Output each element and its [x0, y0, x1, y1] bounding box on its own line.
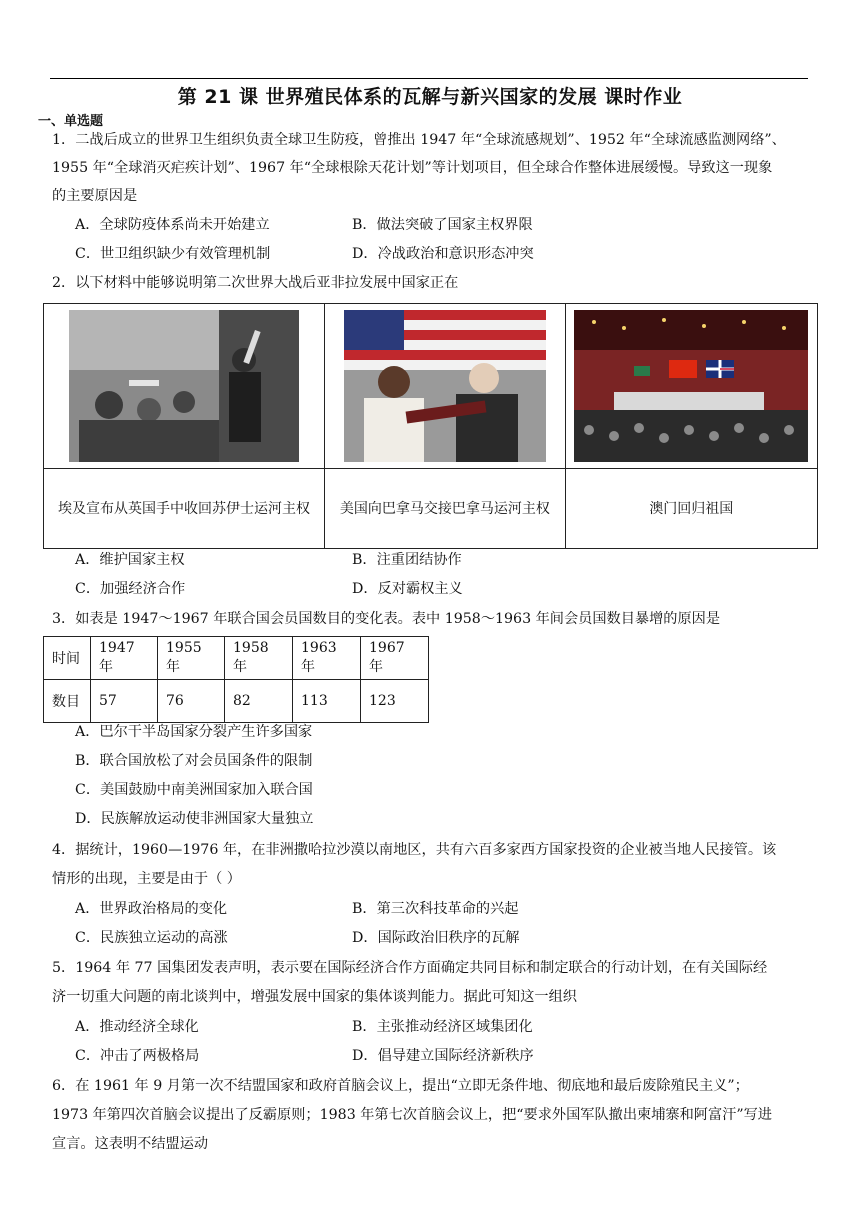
q1-option-d: D．冷战政治和意识形态冲突 — [352, 246, 534, 262]
page-title: 第 21 课 世界殖民体系的瓦解与新兴国家的发展 课时作业 — [177, 86, 683, 108]
q2-caption-1: 埃及宣布从英国手中收回苏伊士运河主权 — [44, 469, 325, 549]
q5-line-1: 5．1964 年 77 国集团发表声明，表示要在国际经济合作方面确定共同目标和制定联合的行动计划，在有关国际经 — [52, 960, 768, 976]
photo-macau-handover — [574, 310, 808, 462]
q4-option-a: A．世界政治格局的变化 — [75, 901, 228, 917]
q3-data-table — [43, 636, 429, 723]
table-cell: 76 — [158, 680, 225, 723]
q5-line-2: 济一切重大问题的南北谈判中，增强发展中国家的集体谈判能力。据此可知这一组织 — [52, 989, 577, 1005]
q3-option-b: B．联合国放松了对会员国条件的限制 — [75, 753, 313, 769]
q4-option-c: C．民族独立运动的高涨 — [75, 930, 228, 946]
q2-image-table — [43, 303, 818, 549]
photo-panama-canal — [344, 310, 546, 462]
q4-option-b: B．第三次科技革命的兴起 — [352, 901, 519, 917]
q3-stem: 3．如表是 1947～1967 年联合国会员国数目的变化表。表中 1958～1963 年间会员国数目暴增的原因是 — [52, 611, 721, 627]
table-cell: 1947 年 — [91, 637, 158, 680]
q2-image-cell-2 — [325, 304, 566, 469]
q1-line-1: 1．二战后成立的世界卫生组织负责全球卫生防疫，曾推出 1947 年“全球流感规划”、1952 年“全球流感监测网络”、 — [52, 132, 786, 148]
table-cell: 1955 年 — [158, 637, 225, 680]
q6-line-3: 宣言。这表明不结盟运动 — [52, 1136, 209, 1152]
q5-option-b: B．主张推动经济区域集团化 — [352, 1019, 533, 1035]
q1-option-b: B．做法突破了国家主权界限 — [352, 217, 533, 233]
table-cell: 数目 — [44, 680, 91, 723]
q6-line-1: 6．在 1961 年 9 月第一次不结盟国家和政府首脑会议上，提出“立即无条件地、彻底地和最后废除殖民主义”； — [52, 1078, 749, 1094]
q4-line-2: 情形的出现，主要是由于（ ） — [52, 871, 241, 887]
q5-option-d: D．倡导建立国际经济新秩序 — [352, 1048, 534, 1064]
q2-option-d: D．反对霸权主义 — [352, 581, 463, 597]
q1-line-2: 1955 年“全球消灭疟疾计划”、1967 年“全球根除天花计划”等计划项目，但全球合作整体进展缓慢。导致这一现象 — [52, 160, 773, 176]
photo-egypt-suez — [69, 310, 299, 462]
q1-option-c: C．世卫组织缺少有效管理机制 — [75, 246, 271, 262]
q1-option-a: A．全球防疫体系尚未开始建立 — [75, 217, 270, 233]
q2-option-c: C．加强经济合作 — [75, 581, 186, 597]
q3-option-c: C．美国鼓励中南美洲国家加入联合国 — [75, 782, 313, 798]
q3-option-a: A．巴尔干半岛国家分裂产生许多国家 — [75, 724, 313, 740]
q1-line-3: 的主要原因是 — [52, 188, 138, 204]
table-cell: 1963 年 — [293, 637, 361, 680]
table-cell: 57 — [91, 680, 158, 723]
table-row — [44, 680, 429, 723]
q4-line-1: 4．据统计，1960—1976 年，在非洲撒哈拉沙漠以南地区，共有六百多家西方国家投资的企业被当地人民接管。该 — [52, 842, 777, 858]
q4-option-d: D．国际政治旧秩序的瓦解 — [352, 930, 520, 946]
table-cell: 1967 年 — [361, 637, 429, 680]
table-cell: 时间 — [44, 637, 91, 680]
q2-image-cell-3 — [565, 304, 817, 469]
table-cell: 113 — [293, 680, 361, 723]
q2-stem: 2．以下材料中能够说明第二次世界大战后亚非拉发展中国家正在 — [52, 275, 459, 291]
q2-option-a: A．维护国家主权 — [75, 552, 185, 568]
q5-option-a: A．推动经济全球化 — [75, 1019, 199, 1035]
q6-line-2: 1973 年第四次首脑会议提出了反霸原则；1983 年第七次首脑会议上，把“要求外国军队撤出柬埔寨和阿富汗”写进 — [52, 1107, 772, 1123]
q2-image-cell-1 — [44, 304, 325, 469]
section-heading: 一、单选题 — [38, 114, 104, 129]
q5-option-c: C．冲击了两极格局 — [75, 1048, 200, 1064]
q2-caption-2: 美国向巴拿马交接巴拿马运河主权 — [325, 469, 566, 549]
q2-option-b: B．注重团结协作 — [352, 552, 462, 568]
table-cell: 123 — [361, 680, 429, 723]
table-cell: 82 — [225, 680, 293, 723]
table-cell: 1958 年 — [225, 637, 293, 680]
table-header-row — [44, 637, 429, 680]
q2-caption-3: 澳门回归祖国 — [565, 469, 817, 549]
header-rule — [50, 78, 808, 79]
q3-option-d: D．民族解放运动使非洲国家大量独立 — [75, 811, 314, 827]
